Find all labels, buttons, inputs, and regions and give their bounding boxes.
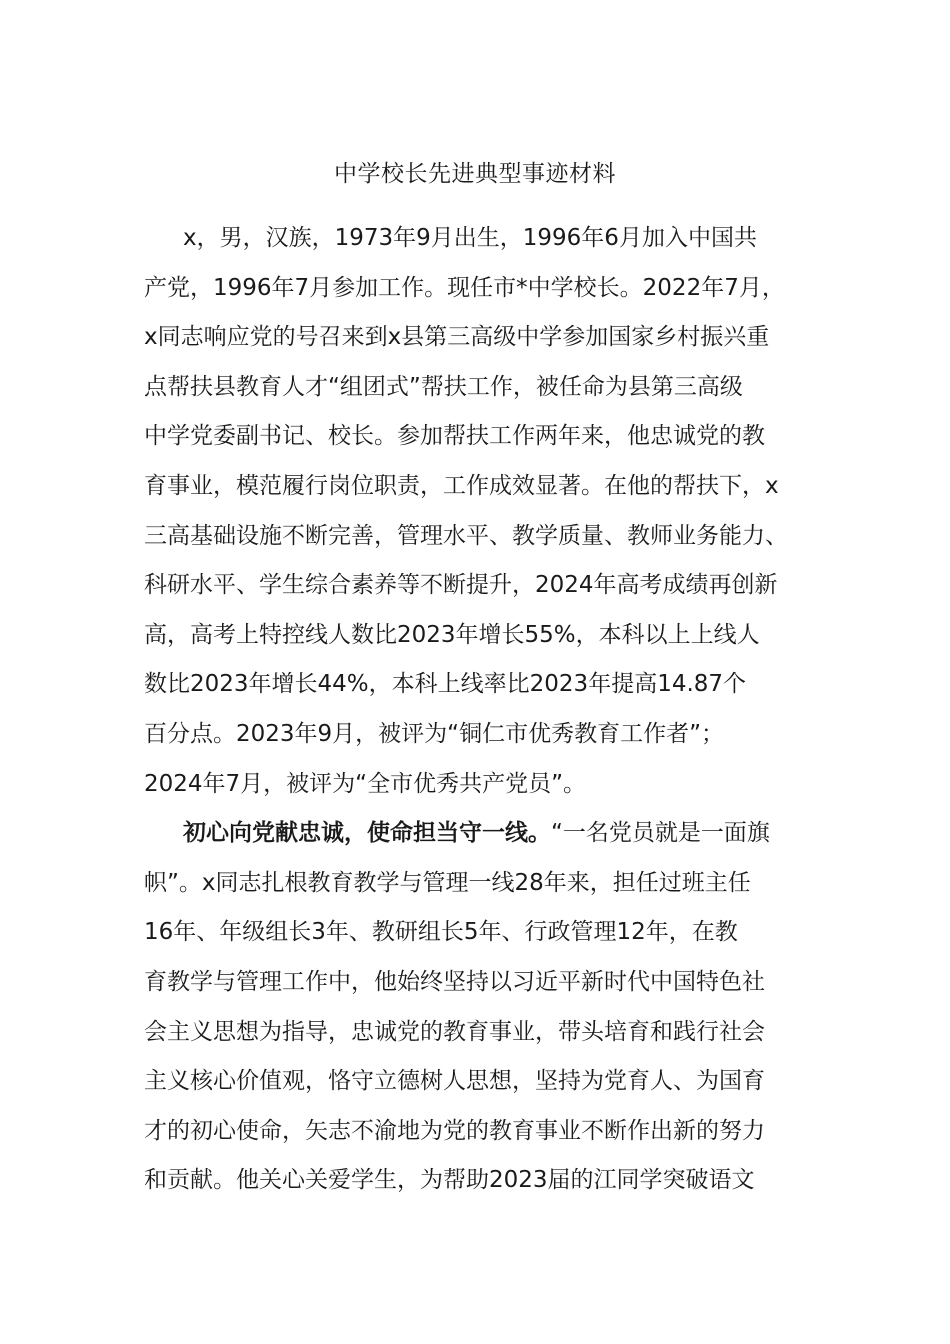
paragraph-line: 育教学与管理工作中，他始终坚持以习近平新时代中国特色社 <box>144 968 765 995</box>
paragraph-line: 百分点。2023年9月，被评为“铜仁市优秀教育工作者”； <box>144 720 724 747</box>
section-lead-heading: 初心向党献忠诚，使命担当守一线。 <box>183 820 551 847</box>
document-title: 中学校长先进典型事迹材料 <box>334 161 616 187</box>
paragraph-line-rest: “一名党员就是一面旗 <box>551 820 770 847</box>
paragraph-line: 高，高考上特控线人数比2023年增长55%，本科以上上线人 <box>144 621 760 648</box>
paragraph-line: x，男，汉族，1973年9月出生，1996年6月加入中国共 <box>183 225 757 251</box>
paragraph-line: 产党，1996年7月参加工作。现任市*中学校长。2022年7月， <box>144 274 785 301</box>
paragraph-line: 主义核心价值观，恪守立德树人思想，坚持为党育人、为国育 <box>144 1068 765 1095</box>
paragraph-line: 三高基础设施不断完善，管理水平、教学质量、教师业务能力、 <box>144 522 788 549</box>
document-body <box>144 222 816 1214</box>
paragraph-1 <box>144 222 816 817</box>
paragraph-line: 才的初心使命，矢志不渝地为党的教育事业不断作出新的努力 <box>144 1117 765 1144</box>
paragraph-line: x同志响应党的号召来到x县第三高级中学参加国家乡村振兴重 <box>144 324 770 351</box>
paragraph-line: 16年、年级组长3年、教研组长5年、行政管理12年，在教 <box>144 919 738 946</box>
paragraph-2 <box>144 817 816 1214</box>
paragraph-line: 和贡献。他关心关爱学生，为帮助2023届的江同学突破语文 <box>144 1167 755 1194</box>
paragraph-line: 科研水平、学生综合素养等不断提升，2024年高考成绩再创新 <box>144 572 778 599</box>
paragraph-line: 中学党委副书记、校长。参加帮扶工作两年来，他忠诚党的教 <box>144 423 765 450</box>
paragraph-first-line <box>144 817 816 867</box>
paragraph-line: 点帮扶县教育人才“组团式”帮扶工作，被任命为县第三高级 <box>144 373 743 400</box>
paragraph-line: 帜”。x同志扎根教育教学与管理一线28年来，担任过班主任 <box>144 869 751 896</box>
paragraph-line: 2024年7月，被评为“全市优秀共产党员”。 <box>144 770 586 797</box>
paragraph-line: 数比2023年增长44%，本科上线率比2023年提高14.87个 <box>144 671 747 698</box>
paragraph-line: 育事业，模范履行岗位职责，工作成效显著。在他的帮扶下，x <box>144 472 779 499</box>
paragraph-line: 会主义思想为指导，忠诚党的教育事业，带头培育和践行社会 <box>144 1018 765 1045</box>
